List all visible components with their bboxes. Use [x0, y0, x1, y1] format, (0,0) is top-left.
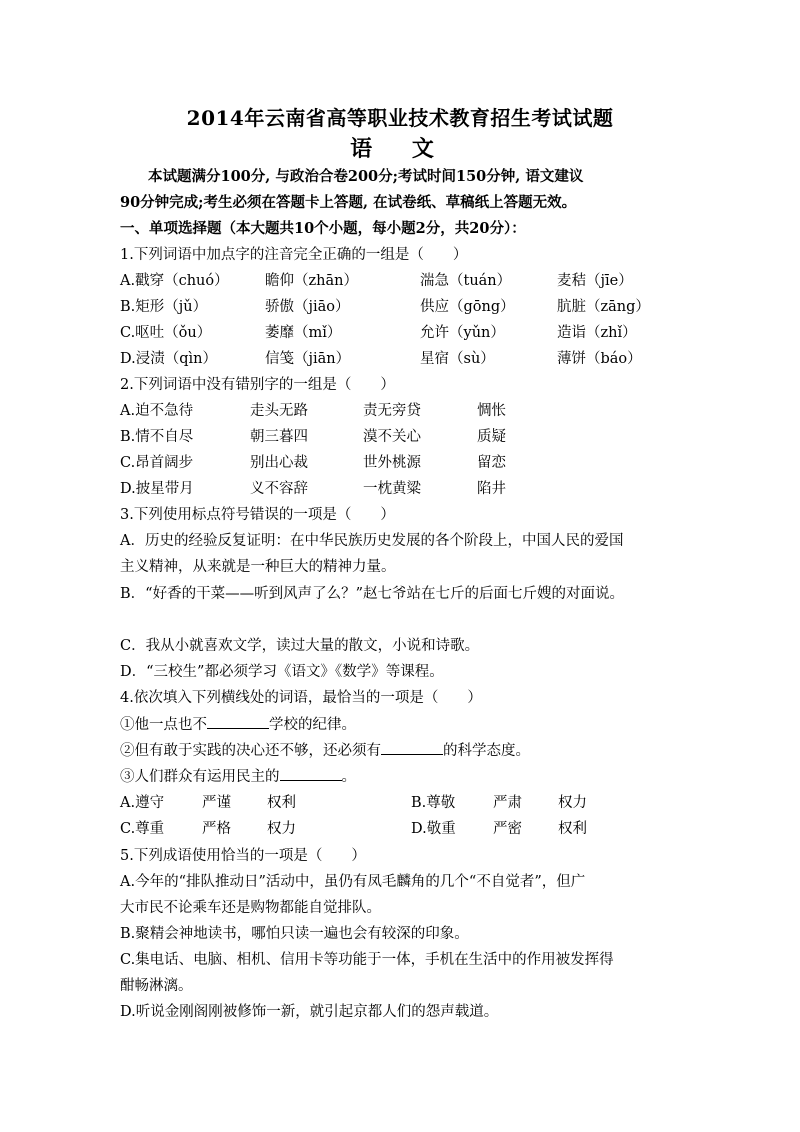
- q1-a-2: 瞻仰（zhān）: [265, 273, 358, 289]
- q3-option-b: B．“好香的干菜——听到风声了么？”赵七爷站在七斤的后面七斤嫂的对面说。: [120, 586, 624, 602]
- fill-blank: [280, 766, 342, 781]
- q3-option-d: D．“三校生”都必须学习《语文》《数学》等课程。: [120, 664, 444, 680]
- q4-s3-end: 。: [341, 769, 356, 785]
- q5-option-d: D.听说金刚阁刚被修饰一新，就引起京都人们的怨声载道。: [120, 1004, 499, 1020]
- q5-option-a-line1: A.今年的“排队推动日”活动中，虽仍有凤毛麟角的几个“不自觉者”，但广: [120, 874, 586, 890]
- q4-c-3: 权力: [267, 821, 296, 837]
- q3-option-c: C．我从小就喜欢文学，读过大量的散文，小说和诗歌。: [120, 638, 480, 654]
- q4-a-2: 严谨: [202, 795, 231, 811]
- q4-a-1: A.遵守: [120, 795, 165, 811]
- q3-option-a-line2: 主义精神，从来就是一种巨大的精神力量。: [120, 559, 396, 575]
- q4-sentence-3: [120, 766, 356, 787]
- q4-s3-start: ③人们群众有运用民主的: [120, 769, 280, 785]
- q4-s1-end: 学校的纪律。: [269, 717, 356, 733]
- q2-d-1: D.披星带月: [120, 481, 194, 497]
- notice-line-1: 本试题满分100分, 与政治合卷200分;考试时间150分钟, 语文建议: [148, 168, 584, 185]
- q2-d-3: 一枕黄粱: [363, 481, 421, 497]
- q2-c-4: 留恋: [477, 455, 506, 471]
- q4-d-3: 权利: [558, 821, 587, 837]
- fill-blank: [381, 740, 443, 755]
- q4-stem: 4.依次填入下列横线处的词语，最恰当的一项是（ ）: [120, 690, 482, 706]
- q1-c-3: 允许（yǔn）: [420, 325, 505, 341]
- q1-a-4: 麦秸（jīe）: [557, 273, 633, 289]
- q2-a-1: A.迫不急待: [120, 403, 194, 419]
- q5-option-a-line2: 大市民不论乘车还是购物都能自觉排队。: [120, 900, 381, 916]
- q2-d-2: 义不容辞: [250, 481, 308, 497]
- subject-heading: 语 文: [350, 136, 450, 162]
- section-heading-text: 一、单项选择题（本大题共10个小题，每小题2分，共20分）：: [120, 220, 526, 237]
- q1-c-4: 造诣（zhǐ）: [557, 325, 637, 341]
- q1-b-1: B.矩形（jǔ）: [120, 299, 208, 315]
- q2-stem: 2.下列词语中没有错别字的一组是（ ）: [120, 377, 395, 393]
- q4-d-2: 严密: [493, 821, 522, 837]
- exam-title: 2014年云南省高等职业技术教育招生考试试题: [186, 106, 614, 130]
- q1-c-1: C.呕吐（ǒu）: [120, 325, 212, 341]
- q4-s2-end: 的科学态度。: [443, 743, 530, 759]
- q1-a-3: 湍急（tuán）: [420, 273, 512, 289]
- q5-option-c-line1: C.集电话、电脑、相机、信用卡等功能于一体，手机在生活中的作用被发挥得: [120, 952, 614, 968]
- q1-b-2: 骄傲（jiāo）: [265, 299, 350, 315]
- q4-c-2: 严格: [202, 821, 231, 837]
- q4-b-1: B.尊敬: [411, 795, 456, 811]
- q5-option-b: B.聚精会神地读书，哪怕只读一遍也会有较深的印象。: [120, 926, 469, 942]
- q2-a-4: 惆怅: [477, 403, 506, 419]
- q4-s1-start: ①他一点也不: [120, 717, 207, 733]
- q5-option-c-line2: 酣畅淋漓。: [120, 978, 193, 994]
- q1-b-3: 供应（gōng）: [420, 299, 515, 315]
- q2-b-1: B.情不自尽: [120, 429, 194, 445]
- q2-b-3: 漠不关心: [363, 429, 421, 445]
- q4-d-1: D.敬重: [411, 821, 456, 837]
- q1-d-2: 信笺（jiān）: [265, 351, 351, 367]
- q3-stem: 3.下列使用标点符号错误的一项是（ ）: [120, 507, 395, 523]
- q1-b-4: 肮脏（zāng）: [557, 299, 650, 315]
- q2-c-3: 世外桃源: [363, 455, 421, 471]
- q1-stem: 1.下列词语中加点字的注音完全正确的一组是（ ）: [120, 247, 468, 263]
- q4-sentence-2: [120, 740, 530, 761]
- q1-a-1: A.戳穿（chuó）: [120, 273, 229, 289]
- q2-c-1: C.昂首阔步: [120, 455, 194, 471]
- q4-sentence-1: [120, 714, 356, 735]
- q5-stem: 5.下列成语使用恰当的一项是（ ）: [120, 848, 366, 864]
- q1-d-3: 星宿（sù）: [420, 351, 495, 367]
- q3-option-a-line1: A．历史的经验反复证明：在中华民族历史发展的各个阶段上，中国人民的爱国: [120, 533, 624, 549]
- q4-c-1: C.尊重: [120, 821, 165, 837]
- fill-blank: [207, 714, 269, 729]
- q2-c-2: 别出心裁: [250, 455, 308, 471]
- q2-b-4: 质疑: [477, 429, 506, 445]
- q1-c-2: 萎靡（mǐ）: [265, 325, 342, 341]
- q4-s2-start: ②但有敢于实践的决心还不够，还必须有: [120, 743, 381, 759]
- q2-a-2: 走头无路: [250, 403, 308, 419]
- q4-a-3: 权利: [267, 795, 296, 811]
- q4-b-2: 严肃: [493, 795, 522, 811]
- q2-b-2: 朝三暮四: [250, 429, 308, 445]
- q2-d-4: 陷井: [477, 481, 506, 497]
- q2-a-3: 责无旁贷: [363, 403, 421, 419]
- q4-b-3: 权力: [558, 795, 587, 811]
- q1-d-1: D.浸渍（qìn）: [120, 351, 217, 367]
- section-heading: [120, 219, 526, 239]
- q1-d-4: 薄饼（báo）: [557, 351, 642, 367]
- notice-line-2: 90分钟完成;考生必须在答题卡上答题, 在试卷纸、草稿纸上答题无效。: [120, 194, 577, 211]
